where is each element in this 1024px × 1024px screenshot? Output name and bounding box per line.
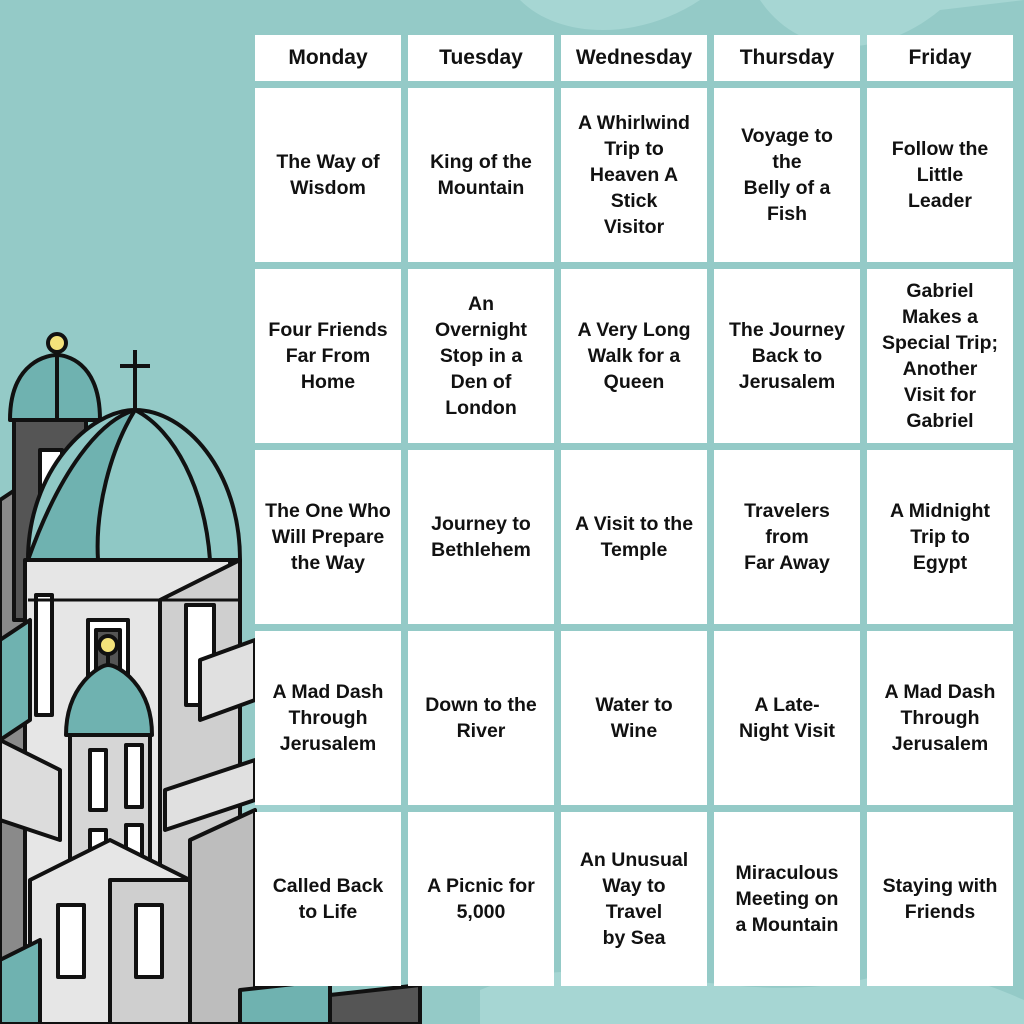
lesson-cell: The Way of Wisdom	[255, 88, 401, 262]
lesson-cell: A Late- Night Visit	[714, 631, 860, 805]
lesson-cell: Down to the River	[408, 631, 554, 805]
lesson-cell: An Unusual Way to Travel by Sea	[561, 812, 707, 986]
day-header-thursday: Thursday	[714, 35, 860, 81]
lesson-cell: Travelers from Far Away	[714, 450, 860, 624]
lesson-cell: A Whirlwind Trip to Heaven A Stick Visitor	[561, 88, 707, 262]
schedule-grid	[255, 35, 1013, 986]
day-header-monday: Monday	[255, 35, 401, 81]
lesson-cell: Water to Wine	[561, 631, 707, 805]
lesson-cell: A Visit to the Temple	[561, 450, 707, 624]
day-header-friday: Friday	[867, 35, 1013, 81]
lesson-cell: Staying with Friends	[867, 812, 1013, 986]
lesson-cell: King of the Mountain	[408, 88, 554, 262]
lesson-cell: Follow the Little Leader	[867, 88, 1013, 262]
lesson-cell: A Midnight Trip to Egypt	[867, 450, 1013, 624]
lesson-cell: Journey to Bethlehem	[408, 450, 554, 624]
lesson-cell: Gabriel Makes a Special Trip; Another Visit for Gabriel	[867, 269, 1013, 443]
lesson-cell: A Mad Dash Through Jerusalem	[867, 631, 1013, 805]
lesson-cell: A Mad Dash Through Jerusalem	[255, 631, 401, 805]
lesson-cell: An Overnight Stop in a Den of London	[408, 269, 554, 443]
lesson-cell: Called Back to Life	[255, 812, 401, 986]
lesson-cell: The Journey Back to Jerusalem	[714, 269, 860, 443]
lesson-cell: Voyage to the Belly of a Fish	[714, 88, 860, 262]
day-header-wednesday: Wednesday	[561, 35, 707, 81]
lesson-cell: Four Friends Far From Home	[255, 269, 401, 443]
day-header-tuesday: Tuesday	[408, 35, 554, 81]
lesson-cell: Miraculous Meeting on a Mountain	[714, 812, 860, 986]
lesson-cell: The One Who Will Prepare the Way	[255, 450, 401, 624]
lesson-cell: A Picnic for 5,000	[408, 812, 554, 986]
lesson-cell: A Very Long Walk for a Queen	[561, 269, 707, 443]
